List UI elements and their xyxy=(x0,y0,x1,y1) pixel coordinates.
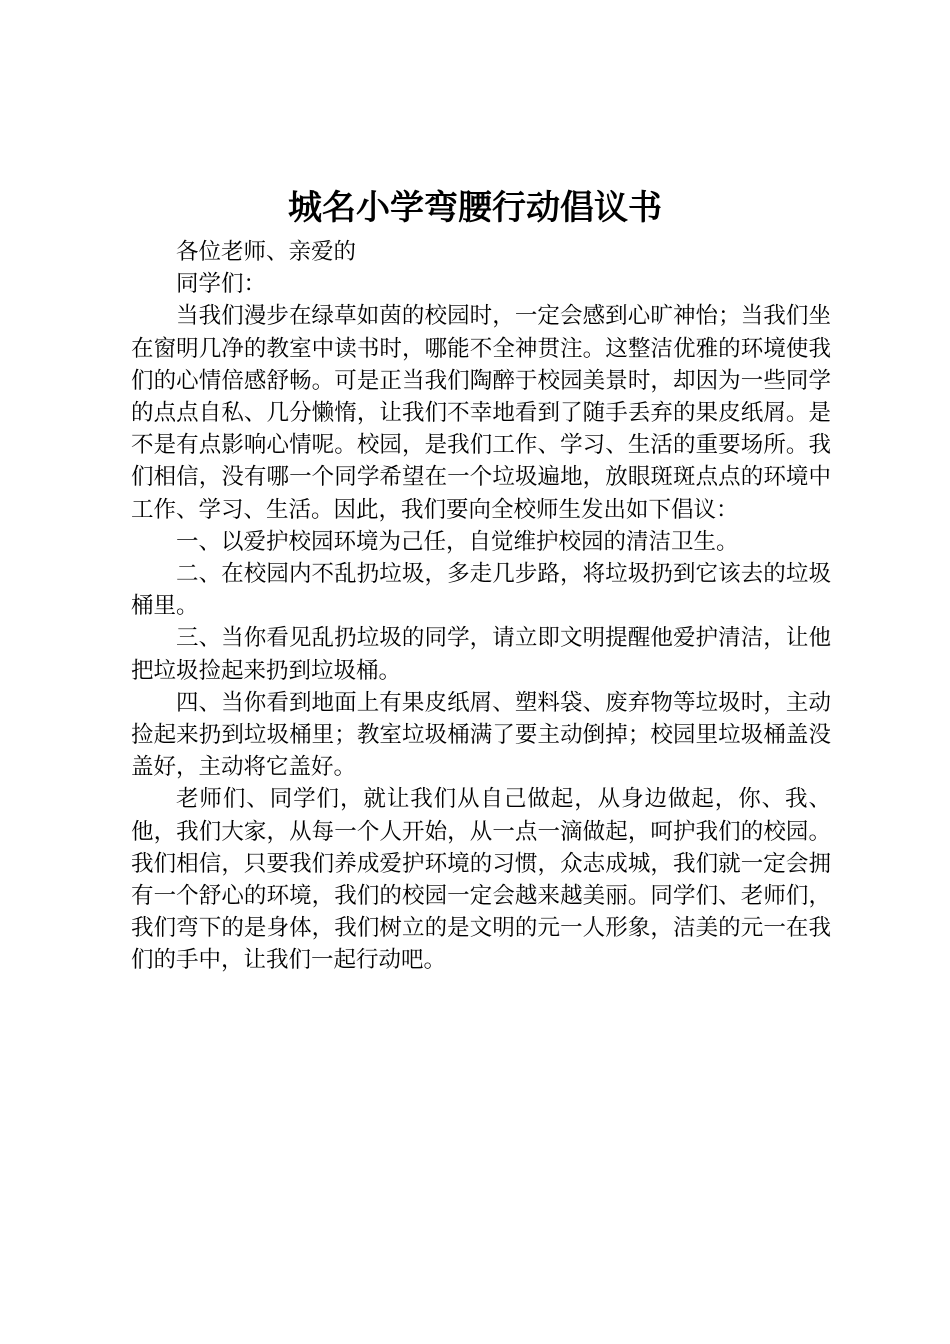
greeting-line: 同学们： xyxy=(176,271,267,298)
greeting-line: 各位老师、亲爱的 xyxy=(176,239,357,265)
proposal-item: 二、在校园内不乱扔垃圾，多走几步路，将垃圾扔到它该去的垃圾桶里。 xyxy=(131,561,831,620)
document-body xyxy=(131,236,831,977)
body-paragraph: 当我们漫步在绿草如茵的校园时，一定会感到心旷神怡；当我们坐在窗明几净的教室中读书时，哪能不全神贯注。这整洁优雅的环境使我们的心情倍感舒畅。可是正当我们陶醉于校园美景时，却因为一些同学的点点自私、几分懒惰，让我们不幸地看到了随手丢弃的果皮纸屑。是不是有点影响心情呢。校园，是我们工作、学习、生活的重要场所。我们相信，没有哪一个同学希望在一个垃圾遍地，放眼斑斑点点的环境中工作、学习、生活。因此，我们要向全校师生发出如下倡议： xyxy=(131,303,831,523)
proposal-item: 三、当你看见乱扔垃圾的同学，请立即文明提醒他爱护清洁，让他把垃圾捡起来扔到垃圾桶。 xyxy=(131,625,831,684)
closing-paragraph: 老师们、同学们，就让我们从自己做起，从身边做起，你、我、他，我们大家，从每一个人开始，从一点一滴做起，呵护我们的校园。我们相信，只要我们养成爱护环境的习惯，众志成城，我们就一定会拥有一个舒心的环境，我们的校园一定会越来越美丽。同学们、老师们，我们弯下的是身体，我们树立的是文明的元一人形象，洁美的元一在我们的手中，让我们一起行动吧。 xyxy=(131,786,831,974)
proposal-item: 一、以爱护校园环境为己任，自觉维护校园的清洁卫生。 xyxy=(176,528,739,555)
proposal-item: 四、当你看到地面上有果皮纸屑、塑料袋、废弃物等垃圾时，主动捡起来扔到垃圾桶里；教室垃圾桶满了要主动倒掉；校园里垃圾桶盖没盖好，主动将它盖好。 xyxy=(131,689,831,781)
document-title: 城名小学弯腰行动倡议书 xyxy=(288,188,662,228)
